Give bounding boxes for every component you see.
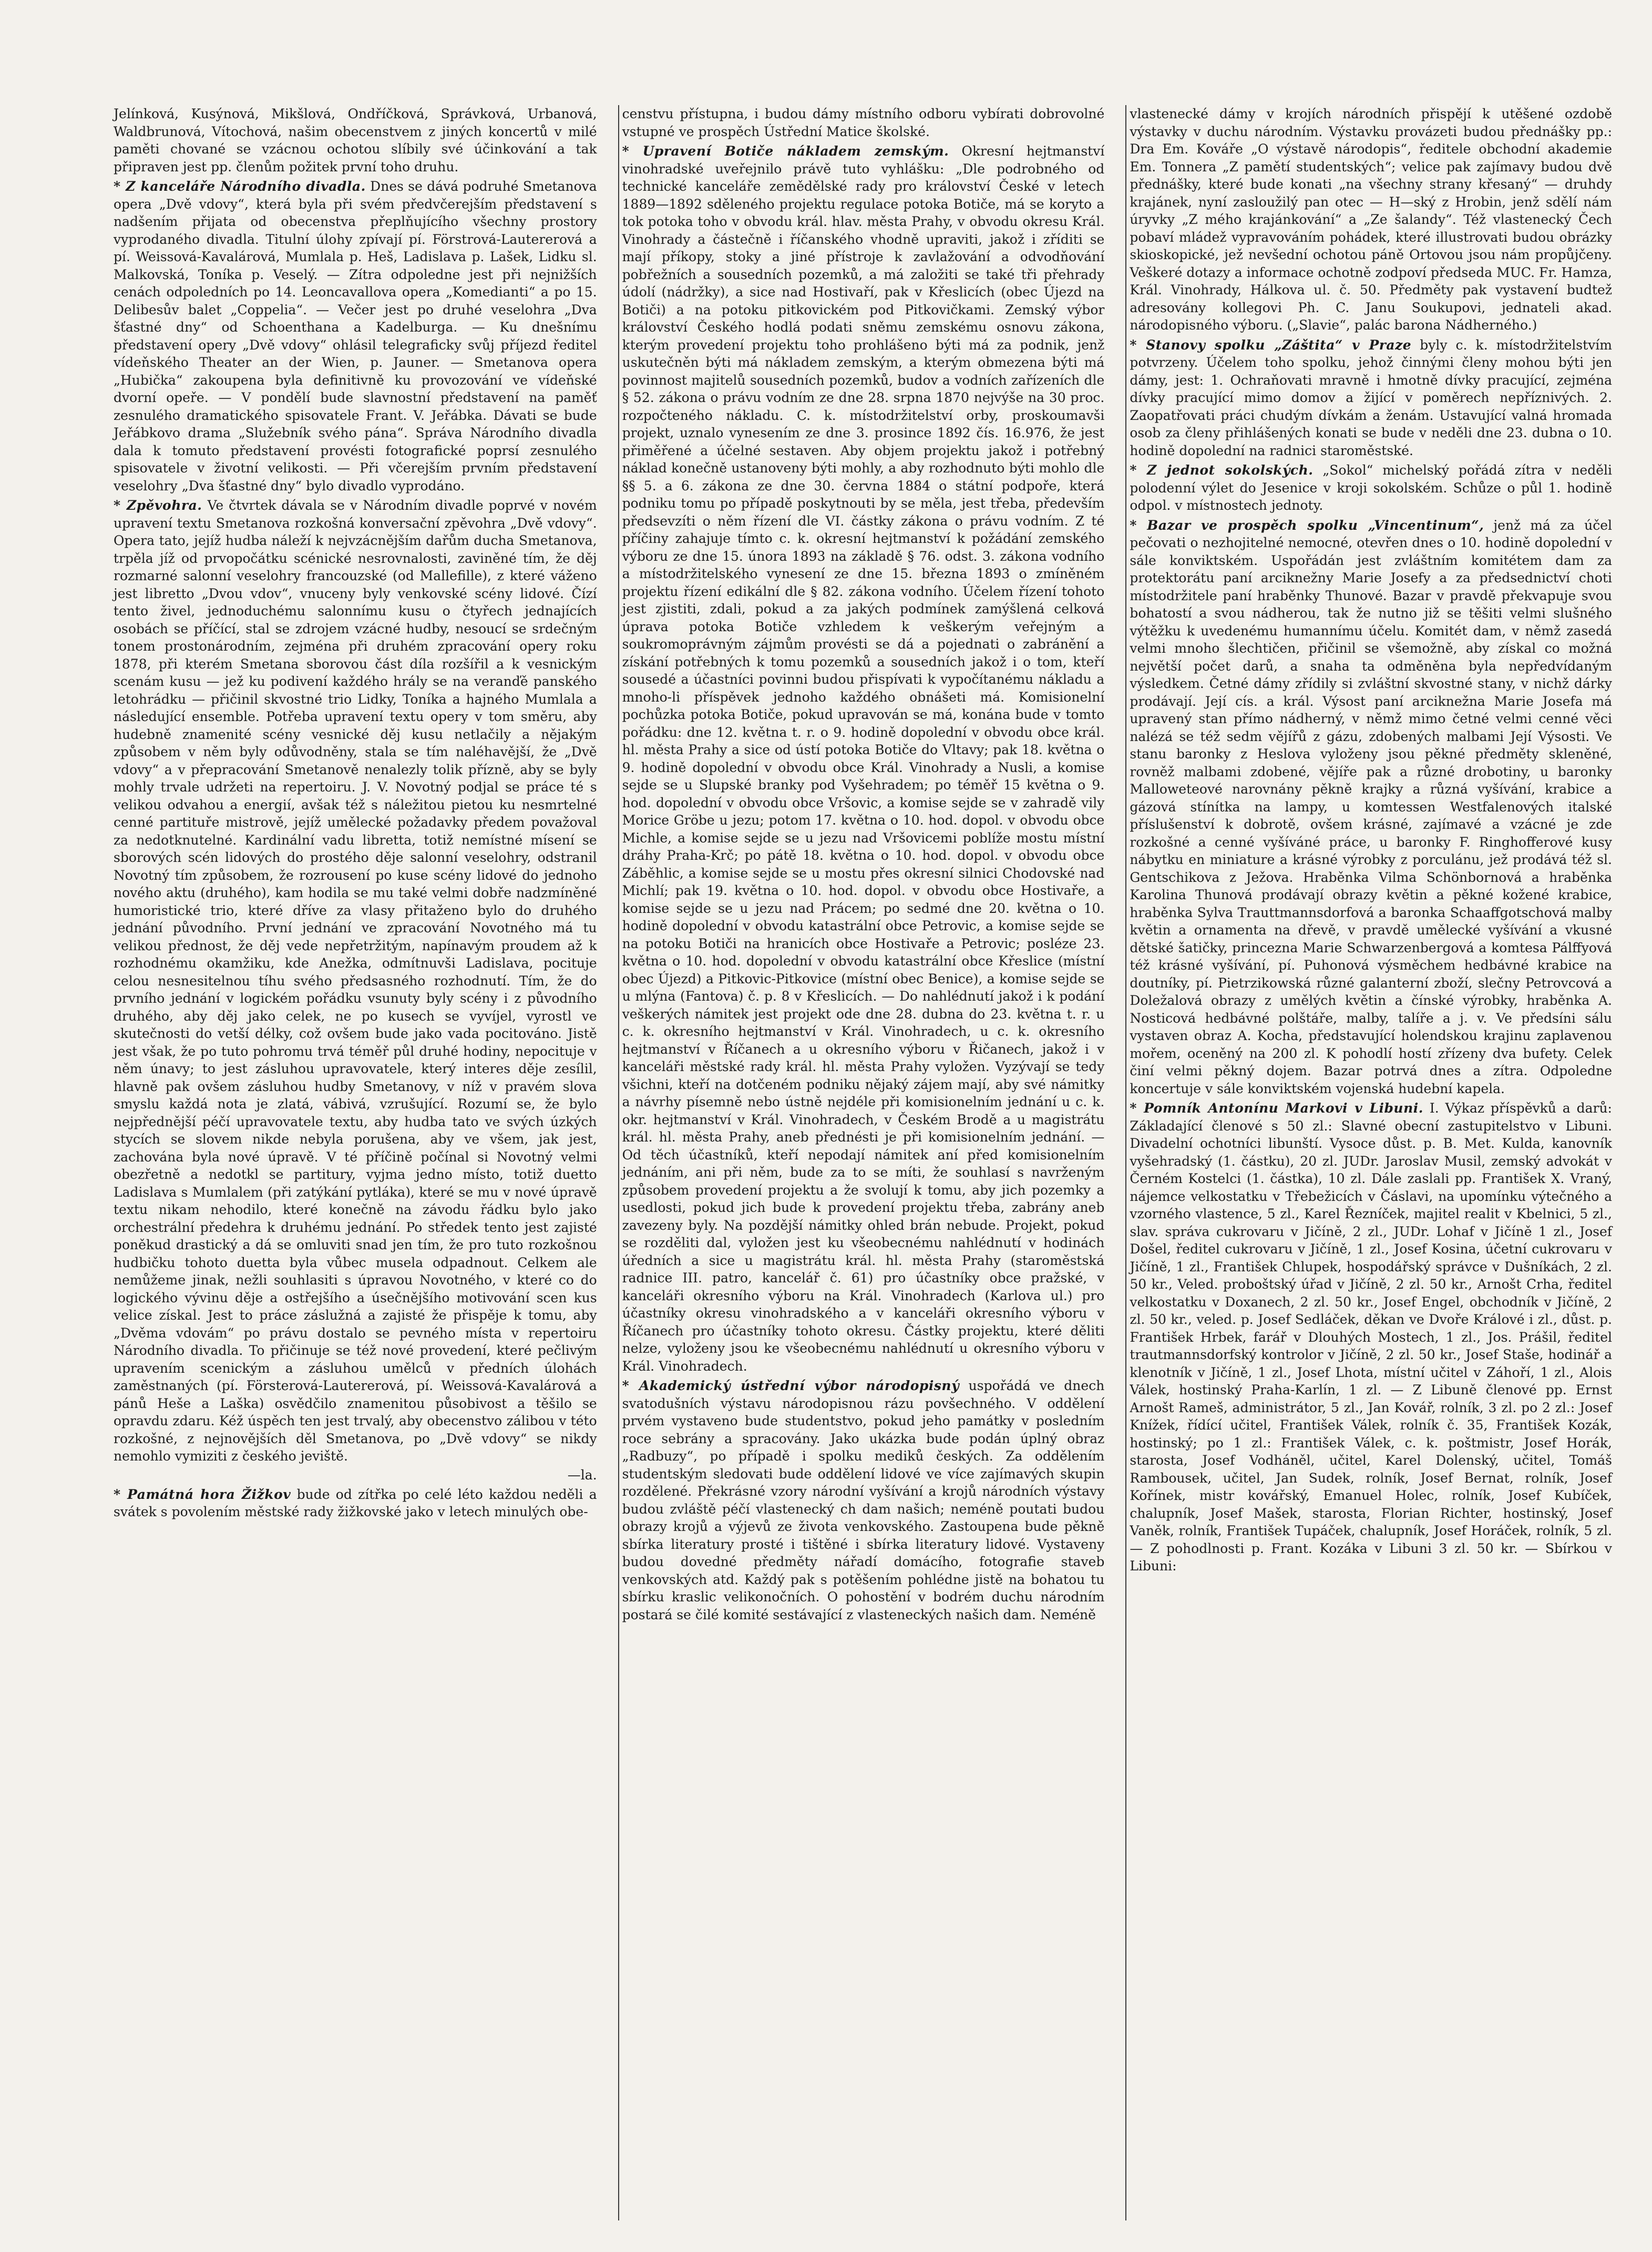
article-text: censtvu přístupna, i budou dámy místního odboru vybírati dobrovolné vstupné ve prospěch Ústřední Matice školské. — [622, 106, 1105, 139]
article-paragraph — [622, 142, 1105, 1375]
article-paragraph — [1130, 517, 1612, 1098]
article-text: Okresní hejtmanství vinohradské uveřejnilo právě tuto vyhlášku: „Dle podrobného od technické kanceláře zemědělské rady pro království České v letech 1889—1892 sděleného projektu regulace potoka Botiče, má se koryto a tok potoka toho v obvodu král. hlav. města Prahy, v obvodu okresu Král. Vinohrady a částečně i říčanského vhodně upraviti, jakož i zříditi se mají příkopy, stoky a jiné přístroje k zavlažování a odvodňování pobřežních a sousedních pozemků, a má založiti se také tři přehrady údolí (nádržky), a sice nad Hostivaří, pak v Křeslicích (obec Újezd na Botiči) a na potoku pitkovickém pod Pitkovičkami. Zemský výbor království Českého hodlá podati sněmu zemskému osnovu zákona, kterým provedení projektu toho prohlášeno býti má za podnik, jenž uskutečněn býti má nákladem zemským, a kterým obmezena býti má povinnost majitelů sousedních pozemků, budov a vodních zařízeních dle § 52. zákona o právu vodním ze dne 28. srpna 1870 nejvýše na 30 proc. rozpočteného nákladu. C. k. místodržitelství orby, proskoumavši projekt, uznalo vynesením ze dne 3. prosince 1892 čís. 16.976, že jest přiměřené a účelné sestaven. Aby objem projektu jakož i potřebný náklad konečně ustanoveny býti mohly, a aby rozhodnuto býti mohlo dle §§ 5. a 6. zákona ze dne 30. června 1884 o státní podpoře, která podniku tomu po případě poskytnouti by se měla, jest třeba, především předsevzíti o něm řízení dle VI. částky zákona o právu vodním. Z té příčiny zahajuje tímto c. k. okresní hejtmanství k požádání zemského výboru ze dne 15. února 1893 na základě § 76. odst. 3. zákona vodního a místodržitelského vynesení ze dne 15. března 1893 o zmíněném projektu řízení edikální dle § 82. zákona vodního. Účelem řízení tohoto jest zjistiti, zdali, pokud a za jakých podmínek zamýšlená celková úprava potoka Botiče vzhledem k veškerým veřejným a soukromoprávným zájmům provésti se dá a pojednati o zabránění a získání potřebných k tomu pozemků a sousedních jakož i o tom, kteří sousedé a účastníci povinni budou přispívati k vypočítanému nákladu a mnoho-li příspěvek jednoho každého obnášeti má. Komisionelní pochůzka potoka Botiče, pokud upravován se má, konána bude v tomto pořádku: dne 12. května t. r. o 9. hodině dopolední v obvodu obce král. hl. města Prahy a sice od ústí potoka Botiče do Vltavy; pak 18. května o 9. hodině dopolední v obvodu obce Král. Vinohrady a Nusli, a komise sejde se u Slupské branky pod Vyšehradem; po téměř 15 května o 9. hod. dopolední v obvodu obce Vršovic, a komise sejde se v zahradě vily Morice Gröbe u jezu; potom 17. května o 10. hod. dopol. v obvodu obce Michle, a komise sejde se u jezu nad Vršovicemi poblíže mostu místní dráhy Praha-Krč; po pátě 18. května o 10. hod. dopol. v obvodu obce Záběhlic, a komise sejde se u mostu přes okresní silnici Chodovské nad Michlí; pak 19. května o 10. hod. dopol. v obvodu obce Hostivaře, a komise sejde se u jezu nad Prácem; po sedmé dne 20. května o 10. hodině dopolední v obvodu katastrální obce Petrovic, a komise sejde se na potoku Botiči na hranicích obce Hostivaře a Petrovic; posléze 23. května o 10. hod. dopolední v obvodu katastrální obce Křeslice (místní obec Újezd) a Pitkovic-Pitkovice (místní obec Benice), a komise sejde se u mlýna (Fantova) č. p. 8 v Křeslicích. — Do nahlédnutí jakož i k podání veškerých námitek jest projekt ode dne 28. dubna do 23. května t. r. u c. k. okresního hejtmanství v Král. Vinohradech, u c. k. okresního hejtmanství v Říčanech a u okresního výboru v Řičanech, jakož i v kanceláři městské rady král. hl. města Prahy vyložen. Vyzývají se tedy všichni, kteří na dotčeném podniku nějaký zájem mají, aby své námitky a návrhy písemně nebo ústně nejdéle při komisionelním jednání u c. k. okr. hejtmanství v Král. Vinohradech, v Českém Brodě a u magistrátu král. hl. města Prahy, aneb přednésti je při komisionelním jednání. — Od těch účastníků, kteří nepodají námitek aní před komisionelním jednáním, ani při něm, bude za to se míti, že souhlasí s navrženým způsobem provedení projektu a že svolují k tomu, aby jich pozemky a usedlosti, pokud jich bude k provedení projektu třeba, zabrány aneb zavezeny byly. Na pozdější námitky ohled brán nebude. Projekt, pokud se rozděliti dal, vyložen jest ku všeobecnému nahlédnutí v hodinách úředních a sice u magistrátu král. hl. města Prahy (staroměstská radnice III. patro, kancelář č. 61) pro účastníky obce pražské, v kanceláři okresního výboru na Král. Vinohradech (Karlova ul.) pro účastníky okresu vinohradského a v kanceláři okresního výboru v Říčanech pro účastníky tohoto okresu. Částky projektu, které děliti nelze, vyloženy jsou ke všeobecnému nahlédnutí u okresního výboru v Král. Vinohradech. — [622, 143, 1105, 1374]
article-text: byly c. k. místodržitelstvím potvrzeny. Účelem toho spolku, jehož činnými členy mohou býti jen dámy, jest: 1. Ochraňovati mravně i hmotně dívky pracující, zejména dívky pracující mimo domov a žijící v poměrech nepříznivých. 2. Zaopatřovati práci chudým dívkám a ženám. Ustavující valná hromada osob za členy přihlášených konati se bude v neděli dne 23. dubna o 10. hodině dopolední na radnici staroměstské. — [1130, 337, 1612, 458]
column-2 — [618, 105, 1108, 2220]
article-heading: * Pomník Antonínu Markovi v Libuni. — [1130, 1101, 1423, 1116]
article-text: jenž má za účel pečovati o nezhojitelné nemocné, otevřen dnes o 10. hodině dopolední v sále konviktském. Uspořádán jest zvláštním komitétem dam za protektorátu paní arciknežny Marie Josefy a za předsednictví choti místodržitele paní hraběnky Thunové. Bazar v pravdě překvapuje svou bohatostí a svou nádherou, tak že nutno již se těšiti velmi slušného výtěžku k uvedenému humannímu účelu. Komitét dam, v němž zasedá velmi mnoho šlechtičen, přičinil se všemožně, aby získal co možná největší počet darů, a snaha ta odměněna byla nepředvídaným výsledkem. Četné dámy zřídily si zvláštní skvostné stany, v nichž dárky prodávají. Její cís. a král. Výsost paní arciknežna Marie Josefa má upravený stan přímo nádherný, v němž mimo četné velmi cenné věci nalézá se též sedm vějířů z gázu, zdobených malbami Její Výsosti. Ve stanu baronky z Heslova vyloženy jsou pěkné předměty skleněné, rovněž malbami zdobené, vějíře pak a různé drobotiny, u baronky Malloweteové narovnány pěkně krajky a různá vyšívání, krabice a gázová stínítka na lampy, u komtessen Westfalenových italské příslušenství k dobrotě, ovšem krásné, zajímavé a vzácné je zde rozkošné a cenné vyšíváné práce, u baronky F. Ringhofferové kusy nábytku en miniature a krásné výrobky z porculánu, jež prodává též sl. Gentschikova z Ježova. Hraběnka Vilma Schönbornová a hraběnka Karolina Thunová prodávají obrazy květin a pěkné kožené krabice, hraběnka Sylva Trauttmannsdorfová a baronka Schaaffgotschová malby květin a ornamenta na dřevě, v pravdě umělecké vyšívání a vkusné dětské šatičky, princezna Marie Schwarzenbergová a komtesa Pálffyová též krásné vyšívání, pí. Puhonová výsměchem hedbávné krabice na doutníky, pí. Pietrzikowská různé galanterní zboží, slečny Petrovcová a Doležalová obrazy z umělých květin a čínské výrobky, hraběnka A. Nosticová hedbávné polštáře, malby, talíře a j. v. Ve předsíni sálu vystaven obraz A. Kocha, představující holendskou krajinu zaplavenou mořem, oceněný na 200 zl. K pohodlí hostí zřízeny dva bufety. Celek činí velmi pěkný dojem. Bazar potrvá dnes a zítra. Odpoledne koncertuje v sále konviktském vojenská hudební kapela. — [1130, 517, 1612, 1096]
article-paragraph — [1130, 461, 1612, 515]
column-1 — [110, 105, 600, 2220]
columns — [110, 105, 1615, 2220]
article-heading: * Stanovy spolku „Záštita“ v Praze — [1130, 337, 1412, 353]
article-text: Jelínková, Kusýnová, Mikšlová, Ondříčková, Správková, Urbanová, Waldbrunová, Vítochová, našim obecenstvem z jiných koncertů v milé paměti chované se vzácnou ochotou slíbily své účinkování a tak připraven jest pp. členům požitek první toho druhu. — [114, 106, 597, 174]
article-paragraph — [114, 105, 597, 176]
article-paragraph — [114, 178, 597, 495]
article-heading: * Z kanceláře Národního divadla. — [114, 179, 366, 194]
article-paragraph — [1130, 1099, 1612, 1575]
article-text: Ve čtvrtek dávala se v Národním divadle poprvé v novém upravení textu Smetanova rozkošná konversační zpěvohra „Dvě vdovy“. Opera tato, jejíž hudba náleží k nejvzácnějším dařům ducha Smetanova, trpěla jíž od prvopočátku scénické nesrovnalosti, zaviněné tím, že děj rozmarné salonní veselohry francouzské (od Mallefille), z které váženo jest libretto „Dvou vdov“, vnuceny byly venkovské scény lidové. Čízí tento živel, jednoduchému salonnímu kusu o čtyřech jednajících osobách se příčící, stal se zdrojem vzácné hudby, nesoucí se srdečným tonem prostonárodním, zejména při druhém zpracování opery roku 1878, při kterém Smetana sborovou část díla rozšířil a k vesnickým scenám kusu — jež ku podivení každého hrály se na veranďě panského letohrádku — přičinil skvostné trio Lidky, Toníka a hajného Mumlala a následující ensemble. Potřeba upravení textu opery v tom směru, aby hudebně znamenité scény vesnické děj kusu netlačily a nějakým způsobem v něm byly odůvodněny, stala se tím naléhavější, že „Dvě vdovy“ a v přepracování Smetanově nenalezly tolik přízně, aby se byly mohly trvale udržeti na repertoiru. J. V. Novotný podjal se práce té s velikou odvahou a energií, avšak též s náležitou pietou ku nesmrtelné cenné partituře mistrově, jejíž umělecké požadavky předem považoval za nedotknutelné. Kardinální vadu libretta, totiž nemístné mísení se sborových scén lidových do prostého děje salonní veselohry, odstranil Novotný tím způsobem, že rozrousení po kuse scény lidové do jednoho nového aktu (druhého), kam hodila se mu také velmi dobře nadzmíněné humoristické trio, které dříve za vlasy přitaženo bylo do druhého jednání původního. První jednání ve zpracování Novotného má tu velikou přednost, že děj vede nepřetržitým, napínavým proudem až k rozhodnému okamžiku, kde Anežka, odmítnuvši Ladislava, pocituje celou nesnesitelnou tíhu svého předsasného rozhodnutí. Tím, že do prvního jednání v logickém pořádku vsunuty byly scény i z původního druhého, aby děj jako celek, ne po kusech se vyvíjel, vyrostl ve skutečnosti do vetší délky, což ovšem bude jako vada pocitováno. Jistě jest však, že po tuto pohromu trvá téměř půl druhé hodiny, nepocituje v něm únavy; to jest zásluhou upravovatele, který interes děje zesílil, hlavně pak ovšem zásluhou hudby Smetanovy, v níž v pravém slova smyslu každá nota je zlatá, vábivá, vzrušující. Rozumí se, že bylo nejpřednější péčí upravovatele textu, aby hudba tato ve svých úzkých stycích se slovem nikde nebyla porušena, aby ve všem, jak jest, zachována byla nové úpravě. V té příčině počínal si Novotný velmi obezřetně a nedotkl se partitury, vyjma jedno místo, totiž duetto Ladislava s Mumlalem (při zatýkání pytláka), které se mu v nové úpravě textu nikam nehodilo, které konečně na závodu řádku bylo jako orchestrální předehra k druhému jednání. Po středek tento jest zajisté poněkud drastický a dá se omluviti snad jen tím, že pro tuto rozkošnou hudbičku tohoto duetta byla vůbec musela odpadnout. Celkem ale nemůžeme jinak, nežli souhlasiti s úpravou Novotného, v které co do logického vývinu děje a ostřejšího a úsečnějšího motivování scen kus velice získal. Jest to práce záslužná a zajisté že přispěje k tomu, aby „Dvěma vdovám“ po právu dostalo se pevného místa v repertoiru Národního divadla. To přičinuje se též nové provedení, které pečlivým upravením scenickým a zásluhou umělců v předních úlohách zaměstnaných (pí. Försterová-Lautererová, pí. Weissová-Kavalárová a pánů Heše a Laška) osvědčilo znamenitou působivost a těšilo se opravdu zdaru. Kéž úspěch ten jest trvalý, aby obecenstvo zálibou v této rozkošné, z nejnovějších děl Smetanova, po „Dvě vdovy“ se nikdy nemohlo vymiziti z českého jeviště. — [114, 498, 597, 1464]
article-heading: * Akademický ústřední výbor národopisný — [622, 1378, 960, 1393]
article-heading: * Z jednot sokolských. — [1130, 462, 1314, 478]
article-text: Dnes se dává podruhé Smetanova opera „Dvě vdovy“, která byla při svém předvčerejším představení s nadšením přijata od obecenstva přeplňujícího všechny prostory vyprodaného divadla. Titulní úlohy zpívají pí. Förstrová-Lautererová a pí. Weissová-Kavalárová, Mumlala p. Heš, Ladislava p. Lašek, Lidku sl. Malkovská, Toníka p. Veselý. — Zítra odpoledne jest při nejnižších cenách odpoledních po 14. Leoncavallova opera „Komedianti“ a po 15. Delibesův balet „Coppelia“. — Večer jest po druhé veselohra „Dva šťastné dny“ od Schoenthana a Kadelburga. — Ku dnešnímu představení opery „Dvě vdovy“ ohlásil telegraficky svůj příjezd ředitel vídeňského Theater an der Wien, p. Jauner. — Smetanova opera „Hubička“ zakoupena byla definitivně ku provozování ve vídeňské dvorní opeře. — V pondělí bude slavnostní představení na paměť zesnulého dramatického spisovatele Frant. V. Jeřábka. Dávati se bude Jeřábkovo drama „Služebník svého pána“. Správa Národního divadla dala k tomuto představení provésti fotografické poprsí zesnulého spisovatele v životní velikosti. — Při včerejším prvním představení veselohry „Dva šťastné dny“ bylo divadlo vyprodáno. — [114, 179, 597, 493]
article-paragraph — [114, 497, 597, 1465]
article-paragraph — [1130, 105, 1612, 334]
article-paragraph — [622, 1377, 1105, 1623]
article-text: „Sokol“ michelský pořádá zítra v neděli polodenní výlet do Jesenice v kroji sokolském. Schůze o půl 1. hodině odpol. v místnostech jednoty. — [1130, 462, 1613, 513]
article-heading: * Památná hora Žižkov — [114, 1486, 291, 1502]
article-heading: * Bazar ve prospěch spolku „Vincentinum“, — [1130, 517, 1484, 533]
article-text: I. Výkaz příspěvků a darů: Základající členové s 50 zl.: Slavné obecní zastupitelstvo v Libuni. Divadelní ochotníci libunští. Vysoce důst. p. B. Met. Kulda, kanovník vyšehradský (1. částku), 20 zl. JUDr. Jaroslav Musil, zemský advokát v Černém Kostelci (1. částka), 10 zl. Dále zaslali pp. František X. Vraný, nájemce velkostatku v Třebežicích v Čáslavi, na upomínku výtečného a vzorného vlastence, 5 zl., Karel Řezníček, majitel realit v Kbelnici, 5 zl., slav. správa cukrovaru v Jičíně, 2 zl., JUDr. Lohaf v Jičíně 1 zl., Josef Došel, ředitel cukrovaru v Jičíně, 1 zl., Josef Kosina, účetní cukrovaru v Jičíně, 1 zl., František Chlupek, hospodářský správce v Dušníkách, 2 zl. 50 kr., Veled. proboštský úřad v Jičíně, 2 zl. 50 kr., Arnošt Crha, ředitel velkostatku v Doxanech, 2 zl. 50 kr., Josef Engel, obchodník v Jičíně, 2 zl. 50 kr., veled. p. Josef Sedláček, děkan ve Dvoře Králové i zl., důst. p. František Hrbek, farář v Dlouhých Mostech, 1 zl., Jos. Prášil, ředitel trautmannsdorfský kontrolor v Jičíně, 2 zl. 50 kr., Josef Staše, hodinář a klenotník v Jičíně, 1 zl., Josef Lhota, místní učitel v Záhoří, 1 zl., Alois Válek, hostinský Praha-Karlín, 1 zl. — Z Libuně členové pp. Ernst Arnošt Rameš, administrátor, 5 zl., Jan Kovář, rolník, 3 zl. po 2 zl.: Josef Knížek, řídící učitel, František Válek, rolník č. 35, František Kozák, hostinský; po 1 zl.: František Válek, c. k. poštmistr, Josef Horák, starosta, Josef Vodháněl, učitel, Karel Dolenský, učitel, Tomáš Rambousek, učitel, Jan Sudek, rolník, Josef Bernat, rolník, Josef Kořínek, mistr kovářský, Emanuel Holec, rolník, Josef Kubíček, chalupník, Josef Mašek, starosta, Florian Richter, hostinský, Josef Vaněk, rolník, František Tupáček, chalupník, Josef Horáček, rolník, 5 zl. — Z pohodlnosti p. Frant. Kozáka v Libuni 3 zl. 50 kr. — Sbírkou v Libuni: — [1130, 1101, 1612, 1574]
article-paragraph — [1130, 336, 1612, 460]
article-heading: * Upravení Botiče nákladem zemským. — [622, 143, 949, 159]
article-text: uspořádá ve dnech svatodušních výstavu národopisnou rázu povšechného. V oddělení prvém vystaveno bude studentstvo, pokud jeho památky v posledním roce sebrány a spracovány. Jako ukázka bude podán úplný obraz „Radbuzy“, po případě i spolku mediků českých. Za oddělením studentským sledovati bude oddělení lidové ve více zajímavých skupin rozdělené. Překrásné vzory národní vyšívání a krojů národních výstavy budou zvláště péčí vlastenecký ch dam našich; neméně poutati budou obrazy krojů a výjevů ze života venkovského. Zastoupena bude pěkně sbírka literatury prosté i tištěné i sbírka literatury lidové. Vystaveny budou dovedné předměty nářadí domácího, fotografie staveb venkovských atd. Každý pak s potěšením pohlédne jistě na bohatou tu sbírku kraslic velikonočních. O pohostění v bodrém duchu národním postará se čilé komité sestávající z vlasteneckých našich dam. Neméně — [622, 1378, 1105, 1622]
article-paragraph — [114, 1486, 597, 1521]
article-text: bude od zítřka po celé léto každou neděli a svátek s povolením městské rady žižkovské jako v letech minulých obe- — [114, 1486, 597, 1519]
article-heading: * Zpěvohra. — [114, 498, 202, 513]
article-paragraph — [622, 105, 1105, 140]
article-signature: —la. — [567, 1467, 597, 1483]
article-text: vlastenecké dámy v krojích národních přispějí k utěšené ozdobě výstavky v duchu národním. Výstavku provázeti budou přednášky pp.: Dra Em. Kováře „O výstavě národopis“, ředitele obchodní akademie Em. Tonnera „Z pamětí studentských“; velice pak zajímavy budou dvě přednášky, které bude konati „na všechny strany křesaný“ — druhdy krajánek, nyní zasloužilý pan otec — H—ský z Hrobin, jenž sdělí nám úryvky „Z mého krajánkování“ a „Ze šalandy“. Též vlastenecký Čech pobaví mládež vypravováním pohádek, které illustrovati budou obrázky skioskopické, jež nevšední ochotou páně Ortovou jsou nám propůjčeny. Veškeré dotazy a informace ochotně zodpoví předseda MUC. Fr. Hamza, Král. Vinohrady, Hálkova ul. č. 50. Předměty pak vystavení budtež adresovány kollegovi Ph. C. Janu Soukupovi, jednateli akad. národopisného výboru. („Slavie“, palác barona Nádherného.) — [1130, 106, 1612, 333]
column-3 — [1125, 105, 1615, 2220]
